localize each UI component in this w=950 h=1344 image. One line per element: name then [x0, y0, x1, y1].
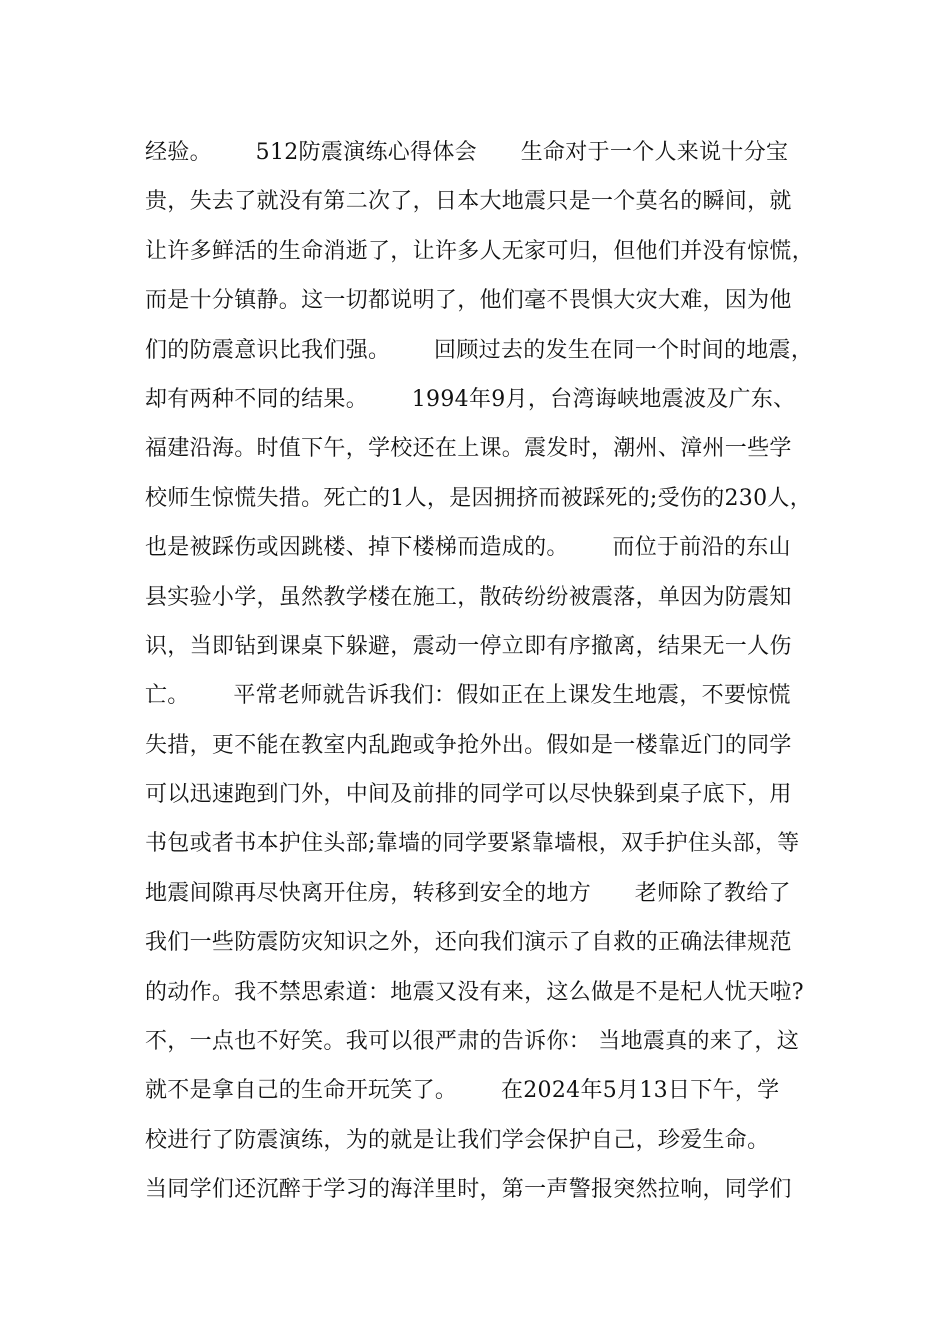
text-line: 贵，失去了就没有第二次了，日本大地震只是一个莫名的瞬间，就: [145, 189, 792, 215]
text-line: 福建沿海。时值下午，学校还在上课。震发时，潮州、漳州一些学: [145, 436, 792, 462]
text-line: 当同学们还沉醉于学习的海洋里时，第一声警报突然拉响，同学们: [145, 1177, 792, 1203]
text-line: 经验。 512防震演练心得体会 生命对于一个人来说十分宝: [145, 140, 789, 165]
text-line: 书包或者书本护住头部;靠墙的同学要紧靠墙根，双手护住头部，等: [145, 831, 800, 857]
text-line: 校进行了防震演练，为的就是让我们学会保护自己，珍爱生命。: [145, 1127, 770, 1153]
text-line: 地震间隙再尽快离开住房，转移到安全的地方 老师除了教给了: [145, 880, 791, 906]
text-line: 却有两种不同的结果。 1994年9月，台湾诲峡地震波及广东、: [145, 386, 796, 412]
text-line: 失措，更不能在教室内乱跑或争抢外出。假如是一楼靠近门的同学: [145, 732, 792, 758]
body-text: [145, 128, 845, 1215]
text-line: 也是被踩伤或因跳楼、掉下楼梯而造成的。 而位于前沿的东山: [145, 535, 791, 561]
text-line: 不，一点也不好笑。我可以很严肃的告诉你： 当地震真的来了，这: [145, 1029, 799, 1055]
text-line: 让许多鲜活的生命消逝了，让许多人无家可归，但他们并没有惊慌，: [145, 238, 815, 264]
text-line: 们的防震意识比我们强。 回顾过去的发生在同一个时间的地震，: [145, 337, 814, 363]
text-line: 亡。 平常老师就告诉我们：假如正在上课发生地震，不要惊慌: [145, 683, 791, 709]
text-line: 我们一些防震防灾知识之外，还向我们演示了自救的正确法律规范: [145, 930, 792, 956]
text-line: 县实验小学，虽然教学楼在施工，散砖纷纷被震落，单因为防震知: [145, 584, 792, 610]
text-line: 可以迅速跑到门外，中间及前排的同学可以尽快躲到桌子底下，用: [145, 782, 792, 808]
text-line: 校师生惊慌失措。死亡的1人，是因拥挤而被踩死的;受伤的230人，: [145, 485, 813, 511]
text-line: 识，当即钻到课桌下躲避，震动一停立即有序撤离，结果无一人伤: [145, 633, 792, 659]
text-line: 的动作。我不禁思索道：地震又没有来，这么做是不是杞人忧天啦?: [145, 979, 804, 1005]
text-line: 就不是拿自己的生命开玩笑了。 在2024年5月13日下午，学: [145, 1078, 780, 1104]
text-line: 而是十分镇静。这一切都说明了，他们毫不畏惧大灾大难，因为他: [145, 288, 792, 314]
